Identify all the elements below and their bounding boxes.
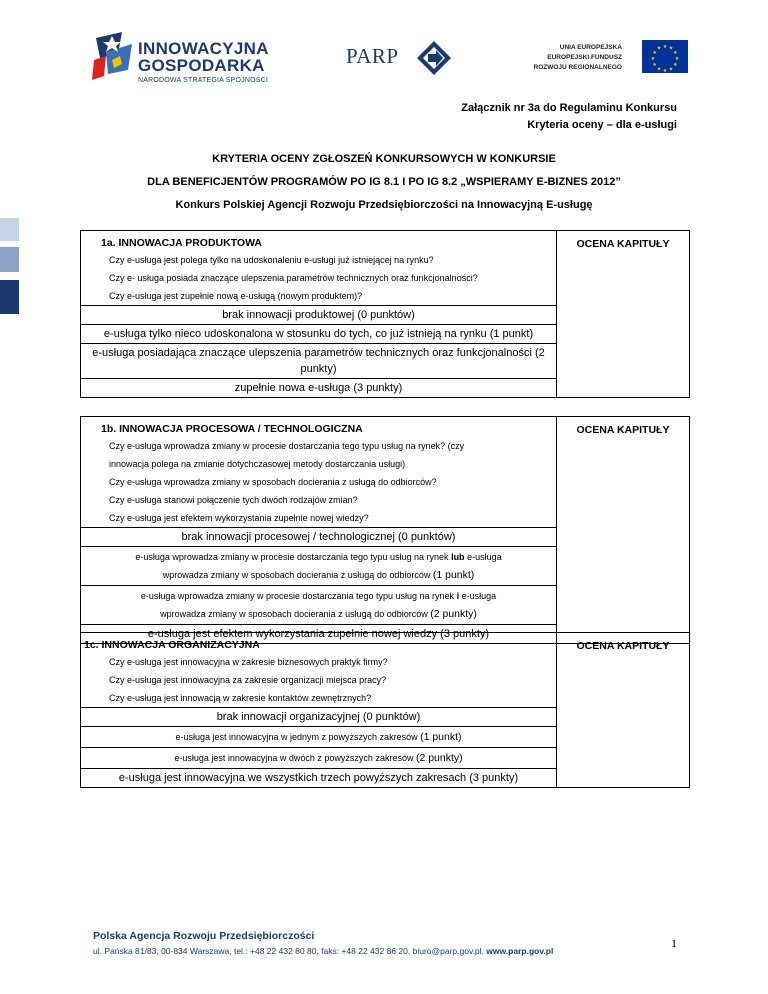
section-title: 1a. INNOWACJA PRODUKTOWA bbox=[101, 237, 263, 249]
question: Czy e-usługa jest innowacyjna w zakresie biznesowych praktyk firmy? bbox=[109, 657, 388, 667]
svg-text:★: ★ bbox=[668, 66, 674, 73]
footer-website-link[interactable]: www.parp.gov.pl bbox=[486, 946, 554, 956]
score-option-points: (1 punkt) bbox=[420, 731, 462, 743]
footer-address: ul. Pańska 81/83, 00-834 Warszawa, tel.: +48 22 432 80 80, faks: +48 22 432 86 20, biuro@parp.gov.pl, bbox=[93, 946, 487, 956]
page-number: 1 bbox=[671, 936, 677, 950]
svg-text:★: ★ bbox=[662, 44, 668, 50]
ig-logo-line-3: NARODOWA STRATEGIA SPÓJNOŚCI bbox=[138, 77, 269, 84]
rating-cell[interactable] bbox=[557, 231, 690, 398]
svg-text:★: ★ bbox=[652, 50, 657, 56]
parp-diamond-arrows-icon bbox=[416, 40, 452, 76]
score-option-text: e-usługa bbox=[459, 591, 497, 601]
eu-logo bbox=[530, 40, 690, 76]
rating-header: OCENA KAPITUŁY bbox=[576, 424, 670, 436]
question: innowacja polega na zmianie dotychczasowej metody dostarczania usługi) bbox=[109, 459, 406, 469]
criteria-table-1b bbox=[80, 416, 690, 644]
score-option: brak innowacji procesowej / technologicznej (0 punktów) bbox=[181, 531, 456, 543]
document-headings bbox=[0, 153, 768, 222]
score-option-text: wprowadza zmiany w sposobach docierania z usługą do odbiorców bbox=[160, 609, 431, 619]
question: Czy e-usługa stanowi połączenie tych dwóch rodzajów zmian? bbox=[109, 495, 358, 505]
eu-flag-icon bbox=[642, 40, 688, 73]
side-tab-mid bbox=[0, 247, 19, 272]
heading-3: Konkurs Polskiej Agencji Rozwoju Przedsiębiorczości na Innowacyjną E-usługę bbox=[175, 199, 593, 211]
page-footer bbox=[93, 930, 553, 956]
score-option-text: e-usługa wprowadza zmiany w procesie dostarczania tego typu usług na rynek bbox=[135, 552, 452, 562]
heading-1: KRYTERIA OCENY ZGŁOSZEŃ KONKURSOWYCH W KONKURSIE bbox=[212, 153, 556, 165]
score-option: e-usługa posiadająca znaczące ulepszenia parametrów technicznych oraz funkcjonalności (2 punkty) bbox=[92, 347, 545, 375]
score-option bbox=[81, 586, 556, 624]
score-option-points: (1 punkt) bbox=[432, 569, 475, 581]
score-option-text: e-usługa bbox=[464, 552, 502, 562]
svg-text:★: ★ bbox=[662, 68, 668, 73]
score-option bbox=[81, 727, 556, 747]
attachment-line-1: Załącznik nr 3a do Regulaminu Konkursu bbox=[461, 102, 677, 114]
question: Czy e-usługa jest innowacją w zakresie kontaktów zewnętrznych? bbox=[109, 693, 372, 703]
score-option: e-usługa jest innowacyjna we wszystkich trzech powyższych zakresach (3 punkty) bbox=[118, 772, 519, 784]
score-option bbox=[81, 748, 556, 768]
svg-text:★: ★ bbox=[652, 62, 657, 68]
svg-text:★: ★ bbox=[673, 62, 678, 68]
score-option: brak innowacji produktowej (0 punktów) bbox=[222, 309, 415, 321]
question: Czy e-usługa jest polega tylko na udoskonaleniu e-usługi już istniejącej na rynku? bbox=[109, 255, 434, 265]
score-option: e-usługa jest efektem wykorzystania zupełnie nowej wiedzy (3 punkty) bbox=[147, 628, 490, 640]
footer-agency-name: Polska Agencja Rozwoju Przedsiębiorczości bbox=[93, 930, 315, 942]
svg-text:★: ★ bbox=[656, 45, 662, 52]
eu-logo-line-3: ROZWOJU REGIONALNEGO bbox=[533, 64, 622, 71]
score-option: e-usługa tylko nieco udoskonalona w stosunku do tych, co już istnieją na rynku (1 punkt) bbox=[103, 328, 534, 340]
score-option bbox=[81, 547, 556, 585]
side-tab-dark bbox=[0, 280, 19, 314]
ig-logo-line-2: GOSPODARKA bbox=[138, 56, 265, 75]
attachment-line-2: Kryteria oceny – dla e-usługi bbox=[527, 119, 677, 131]
question: Czy e-usługa jest zupełnie nową e-usługą (nowym produktem)? bbox=[109, 291, 363, 301]
score-option-text: wprowadza zmiany w sposobach docierania z usługą do odbiorców bbox=[162, 570, 433, 580]
question: Czy e- usługa posiada znaczące ulepszenia parametrów technicznych oraz funkcjonalności? bbox=[109, 273, 478, 283]
svg-text:★: ★ bbox=[668, 45, 674, 52]
heading-2: DLA BENEFICJENTÓW PROGRAMÓW PO IG 8.1 I PO IG 8.2 „WSPIERAMY E-BIZNES 2012” bbox=[147, 176, 621, 188]
svg-text:★: ★ bbox=[656, 66, 662, 73]
score-option-text: e-usługa wprowadza zmiany w procesie dostarczania tego typu usług na rynek bbox=[140, 591, 457, 601]
score-option-points: (2 punkty) bbox=[415, 752, 463, 764]
parp-logo-text: PARP bbox=[346, 44, 399, 68]
question: Czy e-usługa wprowadza zmiany w procesie dostarczania tego typu usług na rynek? (czy bbox=[109, 441, 465, 451]
score-option-connector: i bbox=[456, 591, 460, 601]
score-option: zupełnie nowa e-usługa (3 punkty) bbox=[234, 382, 403, 394]
section-title: 1c. INNOWACJA ORGANIZACYJNA bbox=[84, 639, 260, 651]
eu-logo-line-2: EUROPEJSKI FUNDUSZ bbox=[547, 54, 622, 61]
rating-cell[interactable] bbox=[557, 633, 690, 788]
innowacyjna-gospodarka-logo bbox=[92, 30, 282, 86]
section-title: 1b. INNOWACJA PROCESOWA / TECHNOLOGICZNA bbox=[101, 423, 363, 435]
footer-contact bbox=[93, 946, 553, 956]
score-option-text: e-usługa jest innowacyjna w dwóch z powyższych zakresów bbox=[174, 753, 416, 763]
criteria-table-1a bbox=[80, 230, 690, 398]
question: Czy e-usługa jest innowacyjna za zakresie organizacji miejsca pracy? bbox=[109, 675, 387, 685]
attachment-note bbox=[461, 100, 677, 134]
rating-header: OCENA KAPITUŁY bbox=[576, 640, 670, 652]
question: Czy e-usługa jest efektem wykorzystania zupełnie nowej wiedzy? bbox=[109, 513, 369, 523]
rating-header: OCENA KAPITUŁY bbox=[576, 238, 670, 250]
score-option-points: (2 punkty) bbox=[430, 608, 477, 620]
score-option-connector: lub bbox=[451, 552, 465, 562]
criteria-table-1c bbox=[80, 632, 690, 788]
score-option: brak innowacji organizacyjnej (0 punktów) bbox=[216, 711, 421, 723]
eu-logo-line-1: UNIA EUROPEJSKA bbox=[559, 44, 622, 51]
parp-logo bbox=[346, 40, 466, 76]
svg-text:★: ★ bbox=[650, 56, 656, 62]
svg-text:★: ★ bbox=[673, 50, 678, 56]
svg-text:★: ★ bbox=[674, 56, 680, 62]
rating-cell[interactable] bbox=[557, 417, 690, 644]
side-tab-light bbox=[0, 218, 19, 241]
score-option-text: e-usługa jest innowacyjna w jednym z powyższych zakresów bbox=[175, 732, 421, 742]
innowacyjna-gospodarka-emblem-icon bbox=[92, 30, 136, 82]
ig-logo-line-1: INNOWACYJNA bbox=[138, 39, 269, 58]
question: Czy e-usługa wprowadza zmiany w sposobach docierania z usługą do odbiorców? bbox=[109, 477, 437, 487]
